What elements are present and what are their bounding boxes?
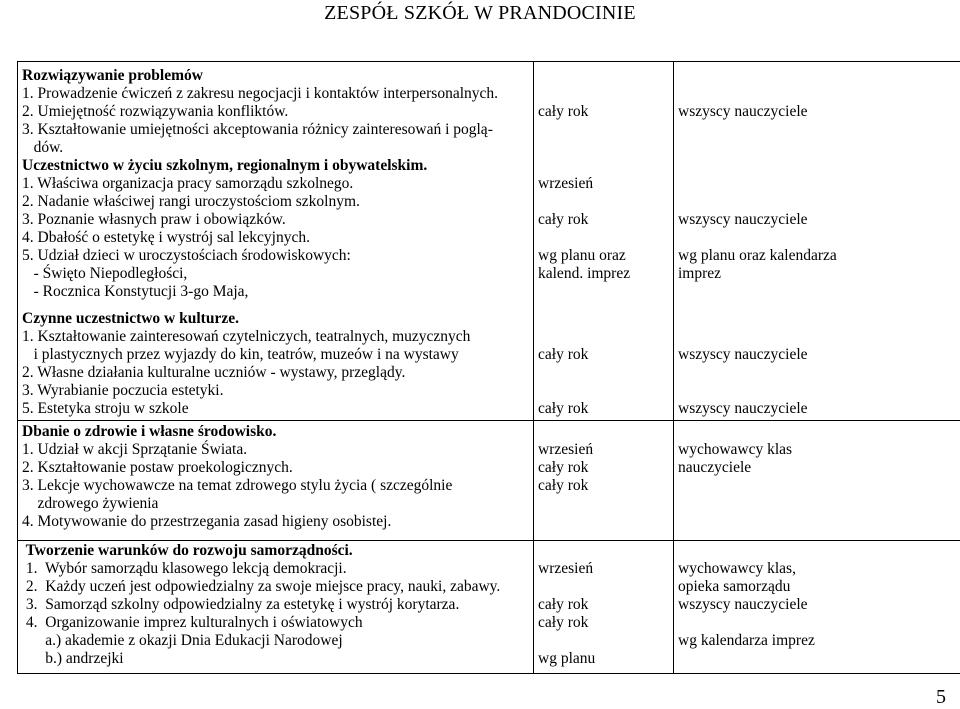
responsible-text: opieka samorządu: [674, 578, 790, 596]
list-item: 3. Wyrabianie poczucia estetyki.: [18, 382, 224, 400]
list-item: 3. Kształtowanie umiejętności akceptowania różnicy zainteresowań i poglą-: [18, 121, 493, 139]
responsible-text: wszyscy nauczyciele: [674, 400, 808, 418]
term-text: cały rok: [534, 614, 588, 632]
heading-health: Dbanie o zdrowie i własne środowisko.: [18, 423, 276, 441]
list-item: b.) andrzejki: [18, 650, 124, 668]
responsible-text: imprez: [674, 265, 721, 283]
responsible-cell: [674, 421, 960, 541]
responsible-text: wychowawcy klas,: [674, 560, 796, 578]
list-item: 4. Motywowanie do przestrzegania zasad higieny osobistej.: [18, 513, 391, 531]
list-item: - Rocznica Konstytucji 3-go Maja,: [18, 283, 248, 301]
list-item: a.) akademie z okazji Dnia Edukacji Narodowej: [18, 632, 343, 650]
term-text: cały rok: [534, 477, 588, 495]
term-text: cały rok: [534, 459, 588, 477]
list-item: 3. Poznanie własnych praw i obowiązków.: [18, 211, 286, 229]
term-text: cały rok: [534, 211, 588, 229]
tasks-cell: [18, 541, 534, 674]
list-item: 2. Każdy uczeń jest odpowiedzialny za swoje miejsce pracy, nauki, zabawy.: [18, 578, 500, 596]
responsible-text: nauczyciele: [674, 459, 751, 477]
term-text: cały rok: [534, 596, 588, 614]
responsible-text: wszyscy nauczyciele: [674, 103, 808, 121]
list-item: 2. Własne działania kulturalne uczniów - wystawy, przeglądy.: [18, 364, 405, 382]
list-item: 3. Lekcje wychowawcze na temat zdrowego stylu życia ( szczególnie: [18, 477, 452, 495]
term-cell: [534, 421, 674, 541]
list-item: 3. Samorząd szkolny odpowiedzialny za estetykę i wystrój korytarza.: [18, 596, 459, 614]
list-item: 4. Dbałość o estetykę i wystrój sal lekcyjnych.: [18, 229, 310, 247]
responsible-text: wszyscy nauczyciele: [674, 596, 808, 614]
responsible-text: wg kalendarza imprez: [674, 632, 815, 650]
list-item: zdrowego żywienia: [18, 495, 158, 513]
term-text: wrzesień: [534, 441, 593, 459]
responsible-text: wszyscy nauczyciele: [674, 346, 808, 364]
term-text: wrzesień: [534, 175, 593, 193]
table-row-section-3: [18, 541, 960, 674]
list-item: dów.: [18, 139, 63, 157]
table-row-section-1: [18, 62, 960, 421]
list-item: 1. Kształtowanie zainteresowań czytelniczych, teatralnych, muzycznych: [18, 328, 470, 346]
heading-civic-life: Uczestnictwo w życiu szkolnym, regionalnym i obywatelskim.: [18, 157, 427, 175]
term-text: cały rok: [534, 103, 588, 121]
table-row-section-2: [18, 421, 960, 541]
list-item: 4. Organizowanie imprez kulturalnych i oświatowych: [18, 614, 363, 632]
page-title: ZESPÓŁ SZKÓŁ W PRANDOCINIE: [0, 2, 960, 25]
heading-culture: Czynne uczestnictwo w kulturze.: [18, 310, 239, 328]
list-item: 1. Wybór samorządu klasowego lekcją demokracji.: [18, 560, 347, 578]
list-item: 2. Umiejętność rozwiązywania konfliktów.: [18, 103, 288, 121]
responsible-cell: [674, 541, 960, 674]
term-cell: [534, 541, 674, 674]
list-item: i plastycznych przez wyjazdy do kin, teatrów, muzeów i na wystawy: [18, 346, 459, 364]
term-text: wrzesień: [534, 560, 593, 578]
responsible-cell: [674, 62, 960, 421]
list-item: 5. Udział dzieci w uroczystościach środowiskowych:: [18, 247, 351, 265]
term-text: wg planu: [534, 650, 595, 668]
responsible-text: wychowawcy klas: [674, 441, 792, 459]
list-item: 2. Kształtowanie postaw proekologicznych.: [18, 459, 293, 477]
term-text: cały rok: [534, 346, 588, 364]
term-text: cały rok: [534, 400, 588, 418]
list-item: 5. Estetyka stroju w szkole: [18, 400, 189, 418]
list-item: - Święto Niepodległości,: [18, 265, 187, 283]
responsible-text: wszyscy nauczyciele: [674, 211, 808, 229]
list-item: 1. Właściwa organizacja pracy samorządu szkolnego.: [18, 175, 353, 193]
tasks-cell: [18, 62, 534, 421]
page-number: 5: [936, 686, 946, 709]
list-item: 2. Nadanie właściwej rangi uroczystościom szkolnym.: [18, 193, 360, 211]
list-item: 1. Udział w akcji Sprzątanie Świata.: [18, 441, 247, 459]
heading-self-government: Tworzenie warunków do rozwoju samorządności.: [18, 542, 353, 560]
term-cell: [534, 62, 674, 421]
heading-problem-solving: Rozwiązywanie problemów: [18, 67, 203, 85]
list-item: 1. Prowadzenie ćwiczeń z zakresu negocjacji i kontaktów interpersonalnych.: [18, 85, 498, 103]
responsible-text: wg planu oraz kalendarza: [674, 247, 837, 265]
tasks-cell: [18, 421, 534, 541]
plan-table: [17, 61, 960, 674]
term-text: wg planu oraz: [534, 247, 626, 265]
term-text: kalend. imprez: [534, 265, 630, 283]
